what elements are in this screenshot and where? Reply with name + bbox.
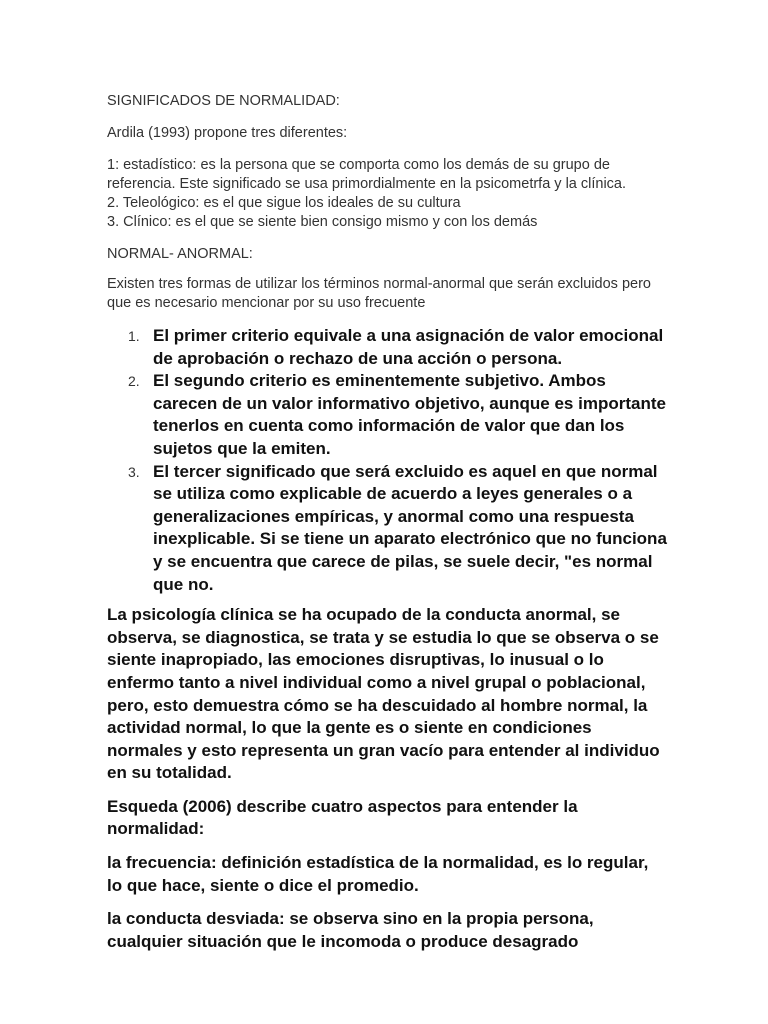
meaning-clinical: 3. Clínico: es el que se siente bien consigo mismo y con los demás: [107, 214, 538, 230]
criterion-text: El primer criterio equivale a una asignación de valor emocional de aprobación o rechazo de una acción o persona.: [153, 326, 664, 368]
normal-anormal-heading: NORMAL- ANORMAL:: [107, 246, 253, 262]
criterion-item: [128, 461, 667, 597]
criterion-text: El tercer significado que será excluido es aquel en que normal se utiliza como explicable de acuerdo a leyes generales o a generalizaciones empíricas, y anormal como una respuesta inexplicable. Si se tiene un aparato electrónico que no funciona y se encuentra que carece de pilas, se suele decir, "es normal que no.: [153, 461, 667, 594]
ardila-intro: Ardila (1993) propone tres diferentes:: [107, 125, 348, 141]
esqueda-paragraph: Esqueda (2006) describe cuatro aspectos para entender la normalidad:: [107, 796, 578, 839]
meanings-list: [107, 156, 667, 232]
frequency-paragraph: la frecuencia: definición estadística de la normalidad, es lo regular, lo que hace, siente o dice el promedio.: [107, 853, 649, 895]
criterion-number: 3.: [128, 463, 140, 480]
criterion-number: 2.: [128, 373, 140, 390]
deviant-behavior-paragraph: la conducta desviada: se observa sino en la propia persona, cualquier situación que le incomoda o produce desagrado: [107, 909, 594, 951]
clinical-psychology-paragraph: La psicología clínica se ha ocupado de la conducta anormal, se observa, se diagnostica, se trata y se estudia lo que se observa o se siente inapropiado, las emociones disruptivas, lo inusual o lo enfermo tanto a nivel individual como a nivel grupal o poblacional, pero, esto demuestra cómo se ha descuidado al hombre normal, la actividad normal, lo que la gente es o siente en condiciones normales y esto representa un gran vacío para entender al individuo en su totalidad.: [107, 605, 660, 783]
meaning-teleological: 2. Teleológico: es el que sigue los ideales de su cultura: [107, 195, 461, 211]
meaning-statistical: 1: estadístico: es la persona que se comporta como los demás de su grupo de referencia. Este significado se usa primordialmente en la psicometrfa y la clínica.: [107, 157, 627, 192]
criterion-number: 1.: [128, 328, 140, 344]
criteria-list: [107, 325, 667, 596]
criterion-item: [128, 370, 667, 460]
normal-anormal-intro: Existen tres formas de utilizar los términos normal-anormal que serán excluidos pero que es necesario mencionar por su uso frecuente: [107, 276, 651, 311]
document-title: SIGNIFICADOS DE NORMALIDAD:: [107, 93, 340, 109]
criterion-text: El segundo criterio es eminentemente subjetivo. Ambos carecen de un valor informativo objetivo, aunque es importante tenerlos en cuenta como información de valor que dan los sujetos que la emiten.: [153, 371, 666, 458]
document-body: [107, 92, 667, 964]
criterion-item: [128, 325, 667, 370]
